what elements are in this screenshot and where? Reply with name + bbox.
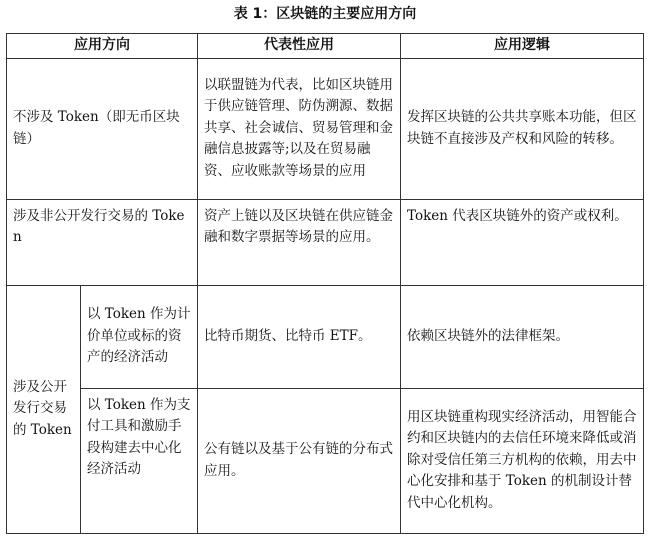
subrow-direction-cell: 以 Token 作为支付工具和激励手段构建去中心化经济活动: [81, 388, 198, 533]
row-logic-cell: 依赖区块链外的法律框架。: [401, 285, 644, 388]
table-row: [7, 388, 644, 533]
header-direction: 应用方向: [7, 34, 198, 59]
table-title: 表 1：区块链的主要应用方向: [233, 6, 417, 22]
header-applications: 代表性应用: [198, 34, 401, 59]
table-header-row: [7, 34, 644, 59]
row-applications-cell: 公有链以及基于公有链的分布式应用。: [198, 388, 401, 533]
row-logic-cell: 发挥区块链的公共共享账本功能，但区块链不直接涉及产权和风险的转移。: [401, 58, 644, 199]
table-row: [7, 285, 644, 388]
application-directions-table: [6, 33, 644, 534]
row-direction-cell: 涉及非公开发行交易的 Token: [7, 199, 198, 285]
header-logic: 应用逻辑: [401, 34, 644, 59]
group-direction-cell: 涉及公开发行交易的 Token: [7, 285, 81, 533]
table-row: [7, 58, 644, 199]
table-row: [7, 199, 644, 285]
row-logic-cell: Token 代表区块链外的资产或权利。: [401, 199, 644, 285]
row-applications-cell: 以联盟链为代表，比如区块链用于供应链管理、防伪溯源、数据共享、社会诚信、贸易管理和金融信息披露等;以及在贸易融资、应收账款等场景的应用: [198, 58, 401, 199]
row-direction-cell: 不涉及 Token（即无币区块链）: [7, 58, 198, 199]
subrow-direction-cell: 以 Token 作为计价单位或标的资产的经济活动: [81, 285, 198, 388]
row-applications-cell: 资产上链以及区块链在供应链金融和数字票据等场景的应用。: [198, 199, 401, 285]
row-applications-cell: 比特币期货、比特币 ETF。: [198, 285, 401, 388]
row-logic-cell: 用区块链重构现实经济活动，用智能合约和区块链内的去信任环境来降低或消除对受信任第三方机构的依赖，用去中心化安排和基于 Token 的机制设计替代中心化机构。: [401, 388, 644, 533]
